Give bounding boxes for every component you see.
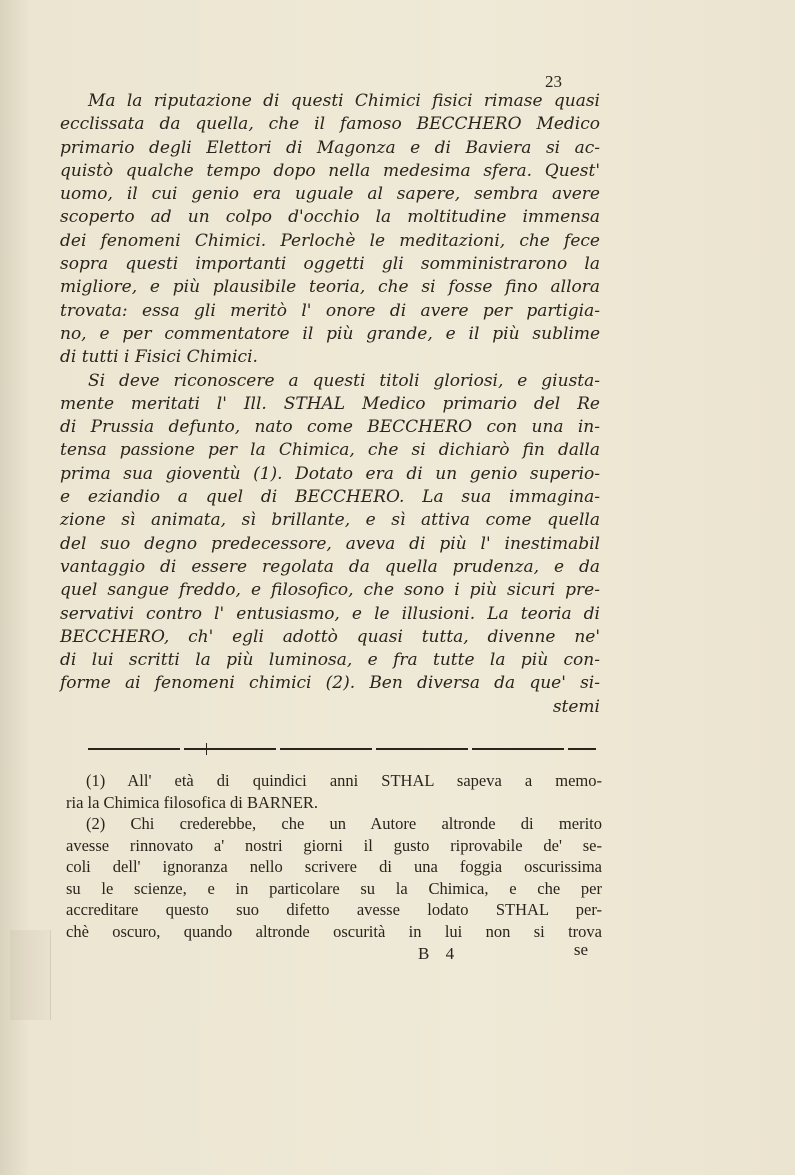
footnote-line: chè oscuro, quando altronde oscurità in lui non si trova [66,921,602,941]
text-line: migliore, e più plausibile teoria, che si fosse fino allora [60,277,600,298]
text-line: quel sangue freddo, e filosofico, che sono i più sicuri pre- [60,580,600,601]
signature-mark: B 4 [418,944,461,963]
text-line: tensa passione per la Chimica, che si dichiarò fin dalla [60,440,600,461]
page-number: 23 [545,72,562,91]
footnote-line: (1) All' età di quindici anni STHAL sapeva a memo- [86,771,602,790]
text-line: BECCHERO, ch' egli adottò quasi tutta, divenne ne' [60,626,600,647]
footnote-line: (2) Chi crederebbe, che un Autore altronde di merito [86,814,602,833]
text-line: e eziandio a quel di BECCHERO. La sua immagina- [60,487,600,508]
text-line: trovata: essa gli meritò l' onore di avere per partigia- [60,300,600,321]
separator-tick [206,743,207,755]
footnote-line: su le scienze, e in particolare su la Chimica, e che per [66,878,602,898]
text-line: vantaggio di essere regolata da quella prudenza, e da [60,556,600,577]
text-line: del suo degno predecessore, aveva di più l' inestimabil [60,533,600,554]
footnote-line: ria la Chimica filosofica di BARNER. [66,792,319,812]
text-line: di lui scritti la più luminosa, e fra tutte la più con- [60,650,600,671]
separator-rule [88,748,596,750]
text-line: sopra questi importanti oggetti gli somministrarono la [60,254,600,275]
text-line: uomo, il cui genio era uguale al sapere, sembra avere [60,184,600,205]
footnote-separator [88,743,596,755]
text-line: primario degli Elettori di Magonza e di Baviera si ac- [60,137,600,158]
text-line: quistò qualche tempo dopo nella medesima sfera. Quest' [60,160,600,181]
text-line: dei fenomeni Chimici. Perlochè le meditazioni, che fece [60,230,600,251]
footnotes-block [66,770,602,942]
catchword: se [573,940,588,959]
text-line: Si deve riconoscere a questi titoli gloriosi, e giusta- [88,370,600,391]
page-edge-damage [10,930,51,1020]
text-line: di Prussia defunto, nato come BECCHERO con una in- [60,417,600,438]
text-line: no, e per commentatore il più grande, e il più sublime [60,323,600,344]
main-text-block [60,90,600,719]
text-line: mente meritati l' Ill. STHAL Medico primario del Re [60,393,600,414]
text-line: prima sua gioventù (1). Dotato era di un genio superio- [60,463,600,484]
text-line: di tutti i Fisici Chimici. [60,347,258,368]
catchwords-line [418,940,588,966]
text-line: servativi contro l' entusiasmo, e le illusioni. La teoria di [60,603,600,624]
text-line: ecclissata da quella, che il famoso BECCHERO Medico [60,114,600,135]
footnote-line: accreditare questo suo difetto avesse lodato STHAL per- [66,900,602,919]
text-line: stemi [552,696,600,717]
text-line: zione sì animata, sì brillante, e sì attiva come quella [60,510,600,531]
footnote-line: avesse rinnovato a' nostri giorni il gusto riprovabile de' se- [66,835,602,855]
text-line: forme ai fenomeni chimici (2). Ben diversa da que' si- [60,673,600,694]
text-line: scoperto ad un colpo d'occhio la moltitudine immensa [60,207,600,228]
footnote-line: coli dell' ignoranza nello scrivere di una foggia oscurissima [66,857,602,876]
text-line: Ma la riputazione di questi Chimici fisici rimase quasi [88,91,600,111]
